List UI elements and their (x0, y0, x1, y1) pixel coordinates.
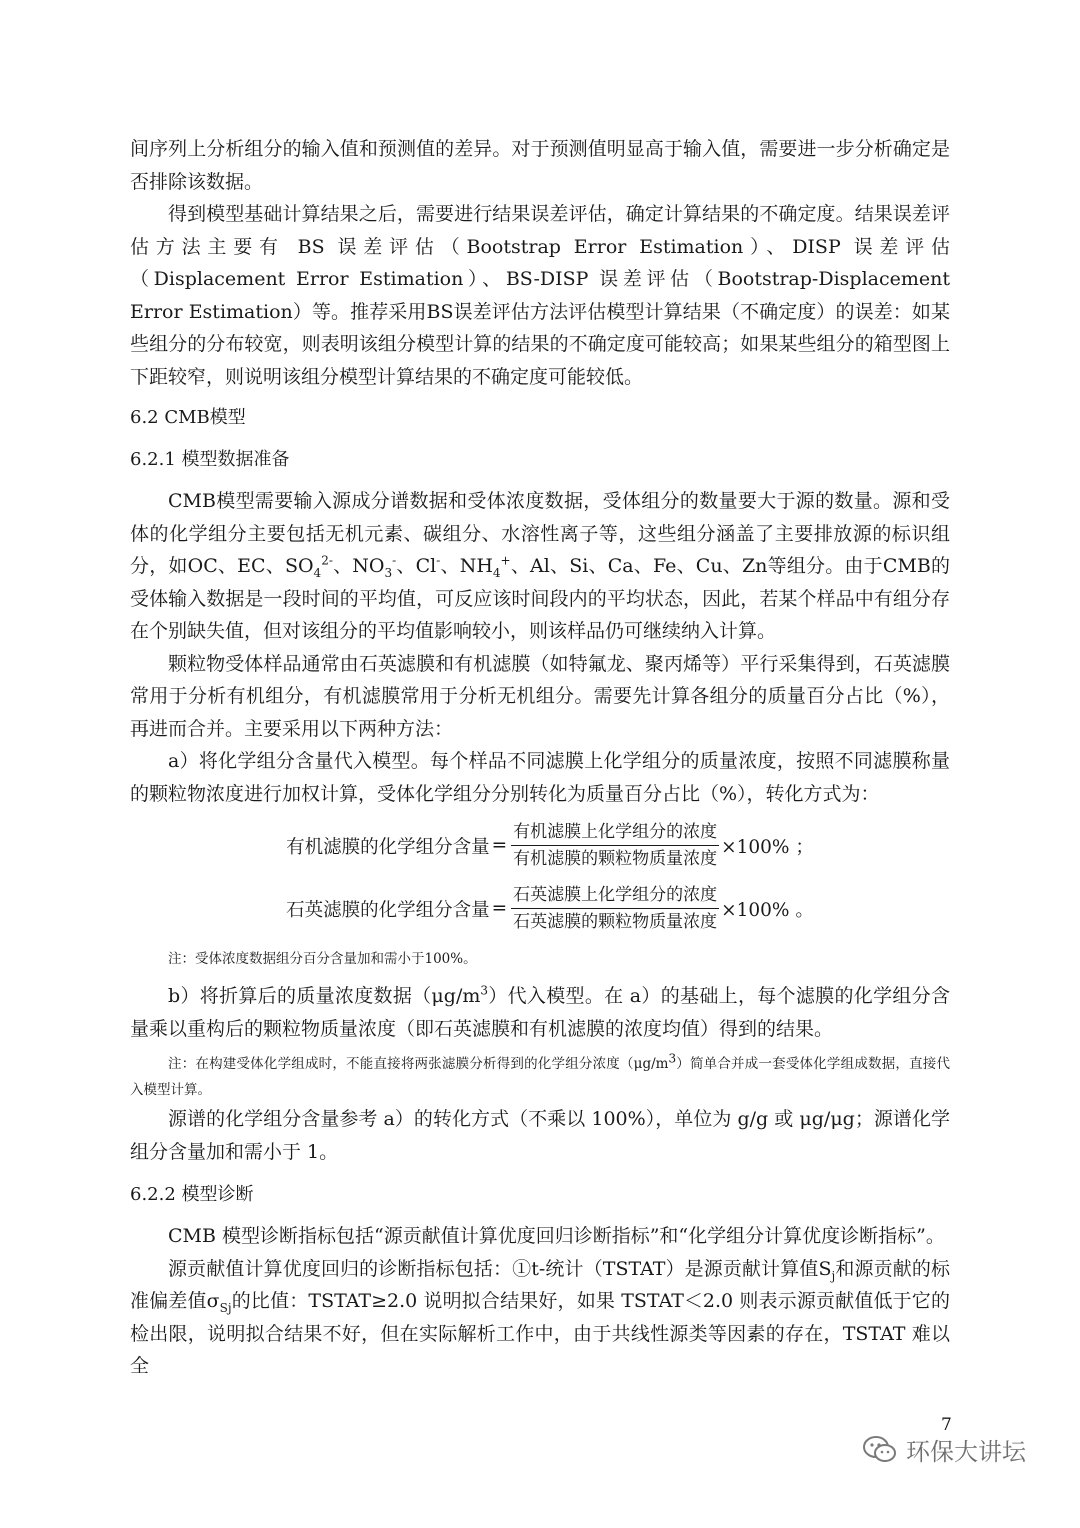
equals-sign: = (491, 898, 508, 919)
equals-sign: = (491, 835, 508, 856)
subsection-heading: 6.2.1 模型数据准备 (130, 449, 290, 470)
denominator: 石英滤膜的颗粒物质量浓度 (513, 912, 718, 932)
note: 注：在构建受体化学组成时，不能直接将两张滤膜分析得到的化学组分浓度$(\mu g/m^3)$简单合并成一套受体化学组成数据，直接代入模型计算。 (130, 1051, 951, 1098)
denominator: 有机滤膜的颗粒物质量浓度 (513, 849, 718, 869)
fraction (511, 883, 719, 934)
paragraph: a）将化学组分含量代入模型。每个样品不同滤膜上化学组分的质量浓度，按照不同滤膜称量的颗粒物浓度进行加权计算，受体化学组分分别转化为质量百分占比（%），转化方式为： (130, 750, 950, 805)
paragraph: 颗粒物受体样品通常由石英滤膜和有机滤膜（如特氟龙、聚丙烯等）平行采集得到，石英滤膜常用于分析有机组分，有机滤膜常用于分析无机组分。需要先计算各组分的质量百分占比（%），再进而合并。主要采用以下两种方法： (130, 652, 950, 740)
paragraph: b）将折算后的质量浓度数据$(\mu g/m^3)$代入模型。在 a）的基础上，每个滤膜的化学组分含量乘以重构后的颗粒物质量浓度（即石英滤膜和有机滤膜的浓度均值）得到的结果。 (130, 983, 951, 1040)
paragraph: CMB模型需要输入源成分谱数据和受体浓度数据，受体组分的数量要大于源的数量。源和受体的化学组分主要包括无机元素、碳组分、水溶性离子等，这些组分涵盖了主要排放源的标识组分，如OC、EC、$SO_4^{2-}$、$NO_3^-$、Cl-、$NH_4^+$、Al、Si、Ca、Fe、Cu、Zn等组分。由于CMB的受体输入数据是一段时间的平均值，可反应该时间段内的平均状态，因此，若某个样品中有组分存在个别缺失值，但对该组分的平均值影响较小，则该样品仍可继续纳入计算。 (130, 490, 950, 642)
formula-organic-filter (130, 820, 950, 871)
fraction (511, 820, 719, 871)
formula-tail: ×100% 。 (721, 899, 814, 921)
page-number: 7 (941, 1415, 952, 1435)
paragraph: 间序列上分析组分的输入值和预测值的差异。对于预测值明显高于输入值，需要进一步分析确定是否排除该数据。 (130, 138, 950, 193)
paragraph: 得到模型基础计算结果之后，需要进行结果误差评估，确定计算结果的不确定度。结果误差评估方法主要有 BS 误差评估（Bootstrap Error Estimation）、DISP 误差评估（Displacement Error Estimation）、BS-DISP 误差评估（Bootstrap-Displacement Error Estimation）等。推荐采用BS误差评估方法评估模型计算结果（不确定度）的误差：如某些组分的分布较宽，则表明该组分模型计算的结果的不确定度可能较高；如果某些组分的箱型图上下距较窄，则说明该组分模型计算结果的不确定度可能较低。 (130, 203, 950, 388)
document-body (130, 133, 950, 1383)
subsection-heading: 6.2.2 模型诊断 (130, 1184, 254, 1205)
paragraph: 源谱的化学组分含量参考 a）的转化方式（不乘以 100%），单位为 g/g 或 μg/μg；源谱化学组分含量加和需小于 1。 (130, 1108, 950, 1163)
wechat-icon (862, 1435, 898, 1465)
section-heading: 6.2 CMB模型 (130, 407, 246, 428)
watermark (862, 1432, 1026, 1467)
watermark-text: 环保大讲坛 (906, 1438, 1026, 1466)
formula-quartz-filter (130, 883, 950, 934)
formula-lhs: 石英滤膜的化学组分含量 (286, 899, 490, 921)
formula-tail: ×100% ； (721, 836, 814, 858)
paragraph: 源贡献值计算优度回归的诊断指标包括：①t-统计（TSTAT）是源贡献计算值$S_j$和源贡献的标准偏差值$\sigma_{Sj}$的比值：TSTAT≥2.0 说明拟合结果好，如果 TSTAT＜2.0 则表示源贡献值低于它的检出限，说明拟合结果不好，但在实际解析工作中，由于共线性源类等因素的存在，TSTAT 难以全 (130, 1257, 950, 1377)
paragraph: CMB 模型诊断指标包括“源贡献值计算优度回归诊断指标”和“化学组分计算优度诊断指标”。 (168, 1225, 945, 1247)
numerator: 石英滤膜上化学组分的浓度 (511, 883, 719, 909)
numerator: 有机滤膜上化学组分的浓度 (511, 820, 719, 846)
formula-lhs: 有机滤膜的化学组分含量 (286, 836, 490, 858)
note: 注：受体浓度数据组分百分含量加和需小于100%。 (168, 951, 477, 967)
